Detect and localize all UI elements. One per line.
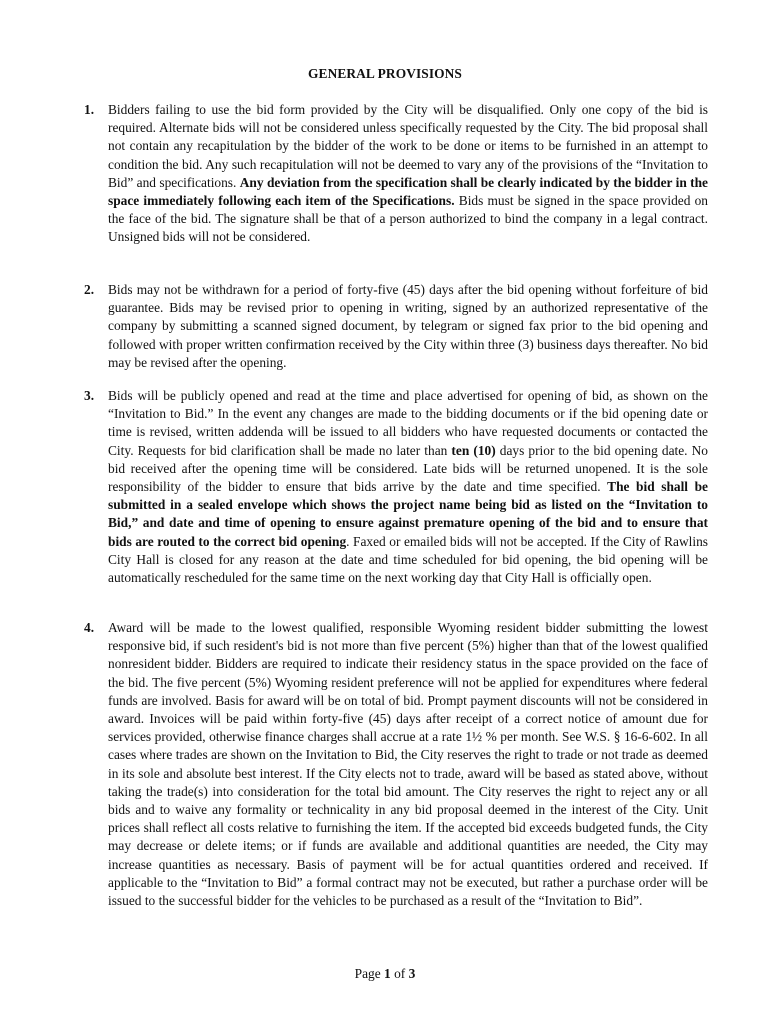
footer-total-pages: 3 [408,966,416,981]
footer-page-number: 1 [384,966,391,981]
page-footer [0,966,770,982]
provision-text [108,281,708,372]
footer-page-word: Page [354,966,381,981]
text-run: Bids must be signed in the space provided on the face of the bid. The signature shall be that of a person authorized to bind the company in a legal contract. Unsigned bids will not be considered. [108,193,708,245]
text-run: . Faxed or emailed bids will not be accepted. If the City of Rawlins City Hall is closed for any reason at the date and time scheduled for bid opening, the bid opening will be automatically rescheduled for the same time on the next working day that City Hall is officially open. [108,533,708,586]
provision-number: 1. [84,102,95,117]
text-run: days prior to the bid opening date. No bid received after the opening time will be considered. Late bids will be returned unopened. It is the sole responsibility of the bidder to ensure that bids arrive by the date and time specified. [108,442,708,495]
bold-text-run: Any deviation from the specification shall be clearly indicated by the bidder in the space immediately following each item of the Specifications. [108,174,709,209]
provision-item-1 [84,101,708,247]
text-run: Bids will be publicly opened and read at the time and place advertised for opening of bid, as shown on the “Invitation to Bid.” In the event any changes are made to the bidding documents or if the bid opening date or time is revised, written addenda will be issued to all bidders who have requested documents or contacted the City. Requests for bid clarification shall be made no later than [108,388,708,458]
document-title: GENERAL PROVISIONS [308,66,462,81]
provision-item-3 [84,387,708,587]
provision-text [108,101,708,247]
provision-number: 3. [84,388,95,403]
text-run: Bidders failing to use the bid form provided by the City will be disqualified. Only one copy of the bid is required. Alternate bids will not be considered unless specifically requested by the City. The bid proposal shall not contain any recapitulation by the bidder of the work to be done or items to be furnished in an attempt to condition the bid. Any such recapitulation will not be deemed to vary any of the provisions of the “Invitation to Bid” and specifications. [108,102,708,190]
provision-item-4 [84,619,708,910]
text-run: Award will be made to the lowest qualified, responsible Wyoming resident bidder submitting the lowest responsive bid, if such resident's bid is not more than five percent (5%) higher than that of the lowest qualified nonresident bidder. Bidders are required to indicate their residency status in the space provided on the face of the bid. The five percent (5%) Wyoming resident preference will not be applied for expenditures where federal funds are involved. Basis for award will be on total of bid. Prompt payment discounts will not be considered in award. Invoices will be paid within forty-five (45) days after receipt of a correct notice of amount due for services provided, otherwise finance charges shall accrue at a rate 1½ % per month. See W.S. § 16-6-602. In all cases where trades are shown on the Invitation to Bid, the City reserves the right to trade or not trade as deemed in its sole and absolute best interest. If the City elects not to trade, award will be based as stated above, without taking the trade(s) into consideration for the total bid amount. The City reserves the right to reject any or all bids and to waive any formality or technicality in any bid proposal deemed in the interest of the City. Unit prices shall reflect all costs relative to furnishing the item. If the accepted bid exceeds budgeted funds, the City may decrease or delete items; or if funds are available and additional quantities are needed, the City may increase quantities as necessary. Basis of payment will be for actual quantities ordered and received. If applicable to the “Invitation to Bid” a formal contract may not be executed, but rather a purchase order will be issued to the successful bidder for the vehicles to be purchased as a result of the “Invitation to Bid”. [108,620,708,909]
footer-of-word: of [394,966,406,981]
provision-number: 4. [84,620,95,635]
provision-text [108,387,708,587]
provision-text [108,619,708,910]
text-run: Bids may not be withdrawn for a period of forty-five (45) days after the bid opening without forfeiture of bid guarantee. Bids may be revised prior to opening in writing, signed by an authorized representative of the company by submitting a scanned signed document, by telegram or signed fax prior to the bid opening and followed with proper written confirmation received by the City within three (3) business days thereafter. No bid may be revised after the opening. [108,282,708,370]
bold-text-run: ten (10) [451,442,496,458]
provision-item-2 [84,281,708,372]
bold-text-run: The bid shall be submitted in a sealed envelope which shows the project name being bid as listed on the “Invitation to Bid,” and date and time of opening to ensure against premature opening of the bid and to ensure that bids are routed to the correct bid opening [108,479,708,549]
provision-number: 2. [84,282,95,297]
